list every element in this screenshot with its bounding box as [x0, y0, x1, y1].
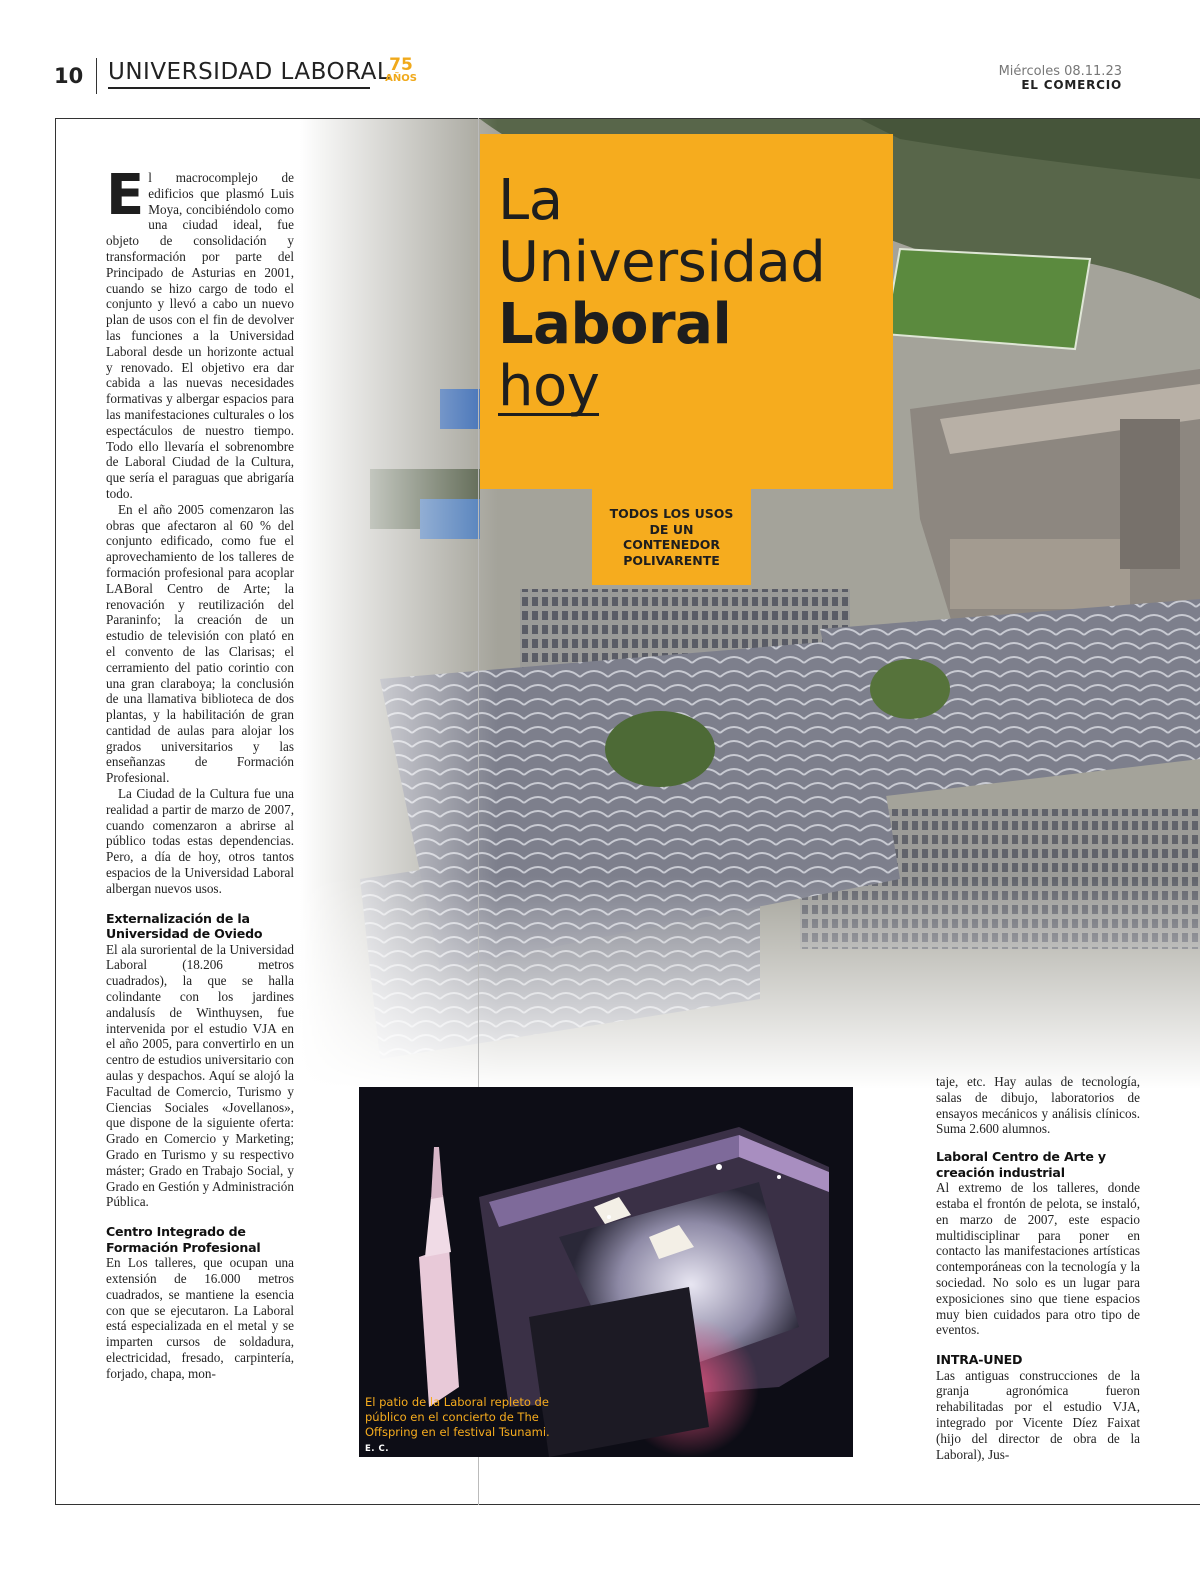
headline-line-3: Laboral	[498, 292, 732, 357]
subhead-cifp: Centro Integrado de Formación Profesional	[106, 1224, 261, 1255]
header-divider	[96, 58, 97, 94]
drop-cap: E	[106, 163, 145, 228]
article-right-column	[936, 1074, 1140, 1462]
photo-credit: E. C.	[365, 1444, 389, 1454]
subhead-oviedo: Externalización de la Universidad de Oviedo	[106, 910, 263, 942]
photo-caption: El patio de la Laboral repleto de público en el concierto de The Offspring en el festival Tsunami. E. C.	[365, 1395, 550, 1454]
headline-line-2: Universidad	[498, 230, 826, 295]
anniversary-text: AÑOS	[385, 73, 417, 84]
article-paragraph: La Ciudad de la Cultura fue una realidad a partir de marzo de 2007, cuando comenzaron a abrirse al público todas estas dependencias. Pero, a día de hoy, otros tantos espacios de la Universidad Laboral albergan nuevos usos.	[106, 786, 294, 896]
article-paragraph: El macrocomplejo de edificios que plasmó Luis Moya, concibiéndolo como una ciudad ideal, fue objeto de consolidación y transformación por parte del Principado de Asturias en 2001, cuando se hizo cargo de todo el conjunto y llevó a cabo un nuevo plan de usos con el fin de devolver las funciones a la Universidad Laboral desde un horizonte actual y renovado. El objetivo era dar cabida a las nuevas necesidades formativas y albergar espacios para las manifestaciones culturales o los espectáculos de nuestro tiempo. Todo ello llevaría el sobrenombre de Laboral Ciudad de la Cultura, que sería el paraguas que abrigaría todo.	[106, 163, 294, 501]
headline-line-4: hoy	[498, 354, 600, 419]
subtitle-box	[592, 489, 751, 585]
anniversary-number: 75	[389, 55, 413, 75]
article-paragraph: Al extremo de los talleres, donde estaba el frontón de pelota, se instaló, en marzo de 2007, este espacio multidisciplinar para poner en contacto las manifestaciones artísticas contemporáneas con la tecnología y la sociedad. No solo es un lugar para exposiciones sino que tiene espacios muy bien cuidados para otro tipo de eventos.	[936, 1180, 1140, 1338]
newspaper-name: EL COMERCIO	[1021, 78, 1122, 92]
article-paragraph: El ala suroriental de la Universidad Laboral (18.206 metros cuadrados), la que se halla colindante con los jardines andalusís de Winthuysen, fue intervenida por el estudio VJA en el año 2005, para convertirlo en un centro de estudios universitario con aulas y despachos. Aquí se alojó la Facultad de Comercio, Turismo y Ciencias Sociales «Jovellanos», que dispone de la siguiente oferta: Grado en Comercio y Marketing; Grado en Turismo y su respectivo máster; Grado en Trabajo Social, y Grado en Gestión y Administración Pública.	[106, 941, 294, 1210]
headline-box	[480, 134, 893, 489]
headline-line-1: La	[498, 168, 563, 233]
anniversary-logo	[383, 57, 419, 84]
subhead-centro-arte: Laboral Centro de Arte y creación industrial	[936, 1149, 1106, 1180]
subtitle-text: TODOS LOS USOS DE UN CONTENEDOR POLIVARENTE	[609, 506, 734, 568]
section-title: UNIVERSIDAD LABORAL	[108, 59, 391, 85]
page-number: 10	[54, 64, 84, 88]
article-paragraph: En Los talleres, que ocupan una extensión de 16.000 metros cuadrados, se mantiene la esencia con que se ejecutaron. La Laboral está especializada en el metal y se imparten cursos de soldadura, electricidad, fresado, carpintería, forjado, chapa, mon-	[106, 1255, 294, 1381]
article-paragraph: taje, etc. Hay aulas de tecnología, salas de dibujo, laboratorios de ensayos mecánicos y análisis clínicos. Suma 2.600 alumnos.	[936, 1074, 1140, 1137]
subhead-intra-uned: INTRA-UNED	[936, 1352, 1023, 1368]
article-paragraph: Las antiguas construcciones de la granja agronómica fueron rehabilitadas por el estudio VJA, integrado por Vicente Díez Faixat (hijo del director de obra de la Laboral), Jus-	[936, 1367, 1140, 1462]
section-underline	[108, 87, 370, 89]
concert-photo	[359, 1087, 853, 1457]
article-paragraph: En el año 2005 comenzaron las obras que afectaron al 60 % del conjunto edificado, como fue el aprovechamiento de los talleres de formación profesional para acoplar LABoral Centro de Arte; la renovación y reutilización del Paraninfo; la creación de un estudio de televisión con plató en el convento de las Clarisas; el cerramiento del patio corintio con una gran claraboya; la conclusión de una llamativa biblioteca de dos plantas, y la habilitación de gran cantidad de aulas para alojar los grados universitarios y las enseñanzas de Formación Profesional.	[106, 501, 294, 786]
issue-date: Miércoles 08.11.23	[998, 64, 1122, 79]
article-left-column	[106, 163, 294, 1382]
